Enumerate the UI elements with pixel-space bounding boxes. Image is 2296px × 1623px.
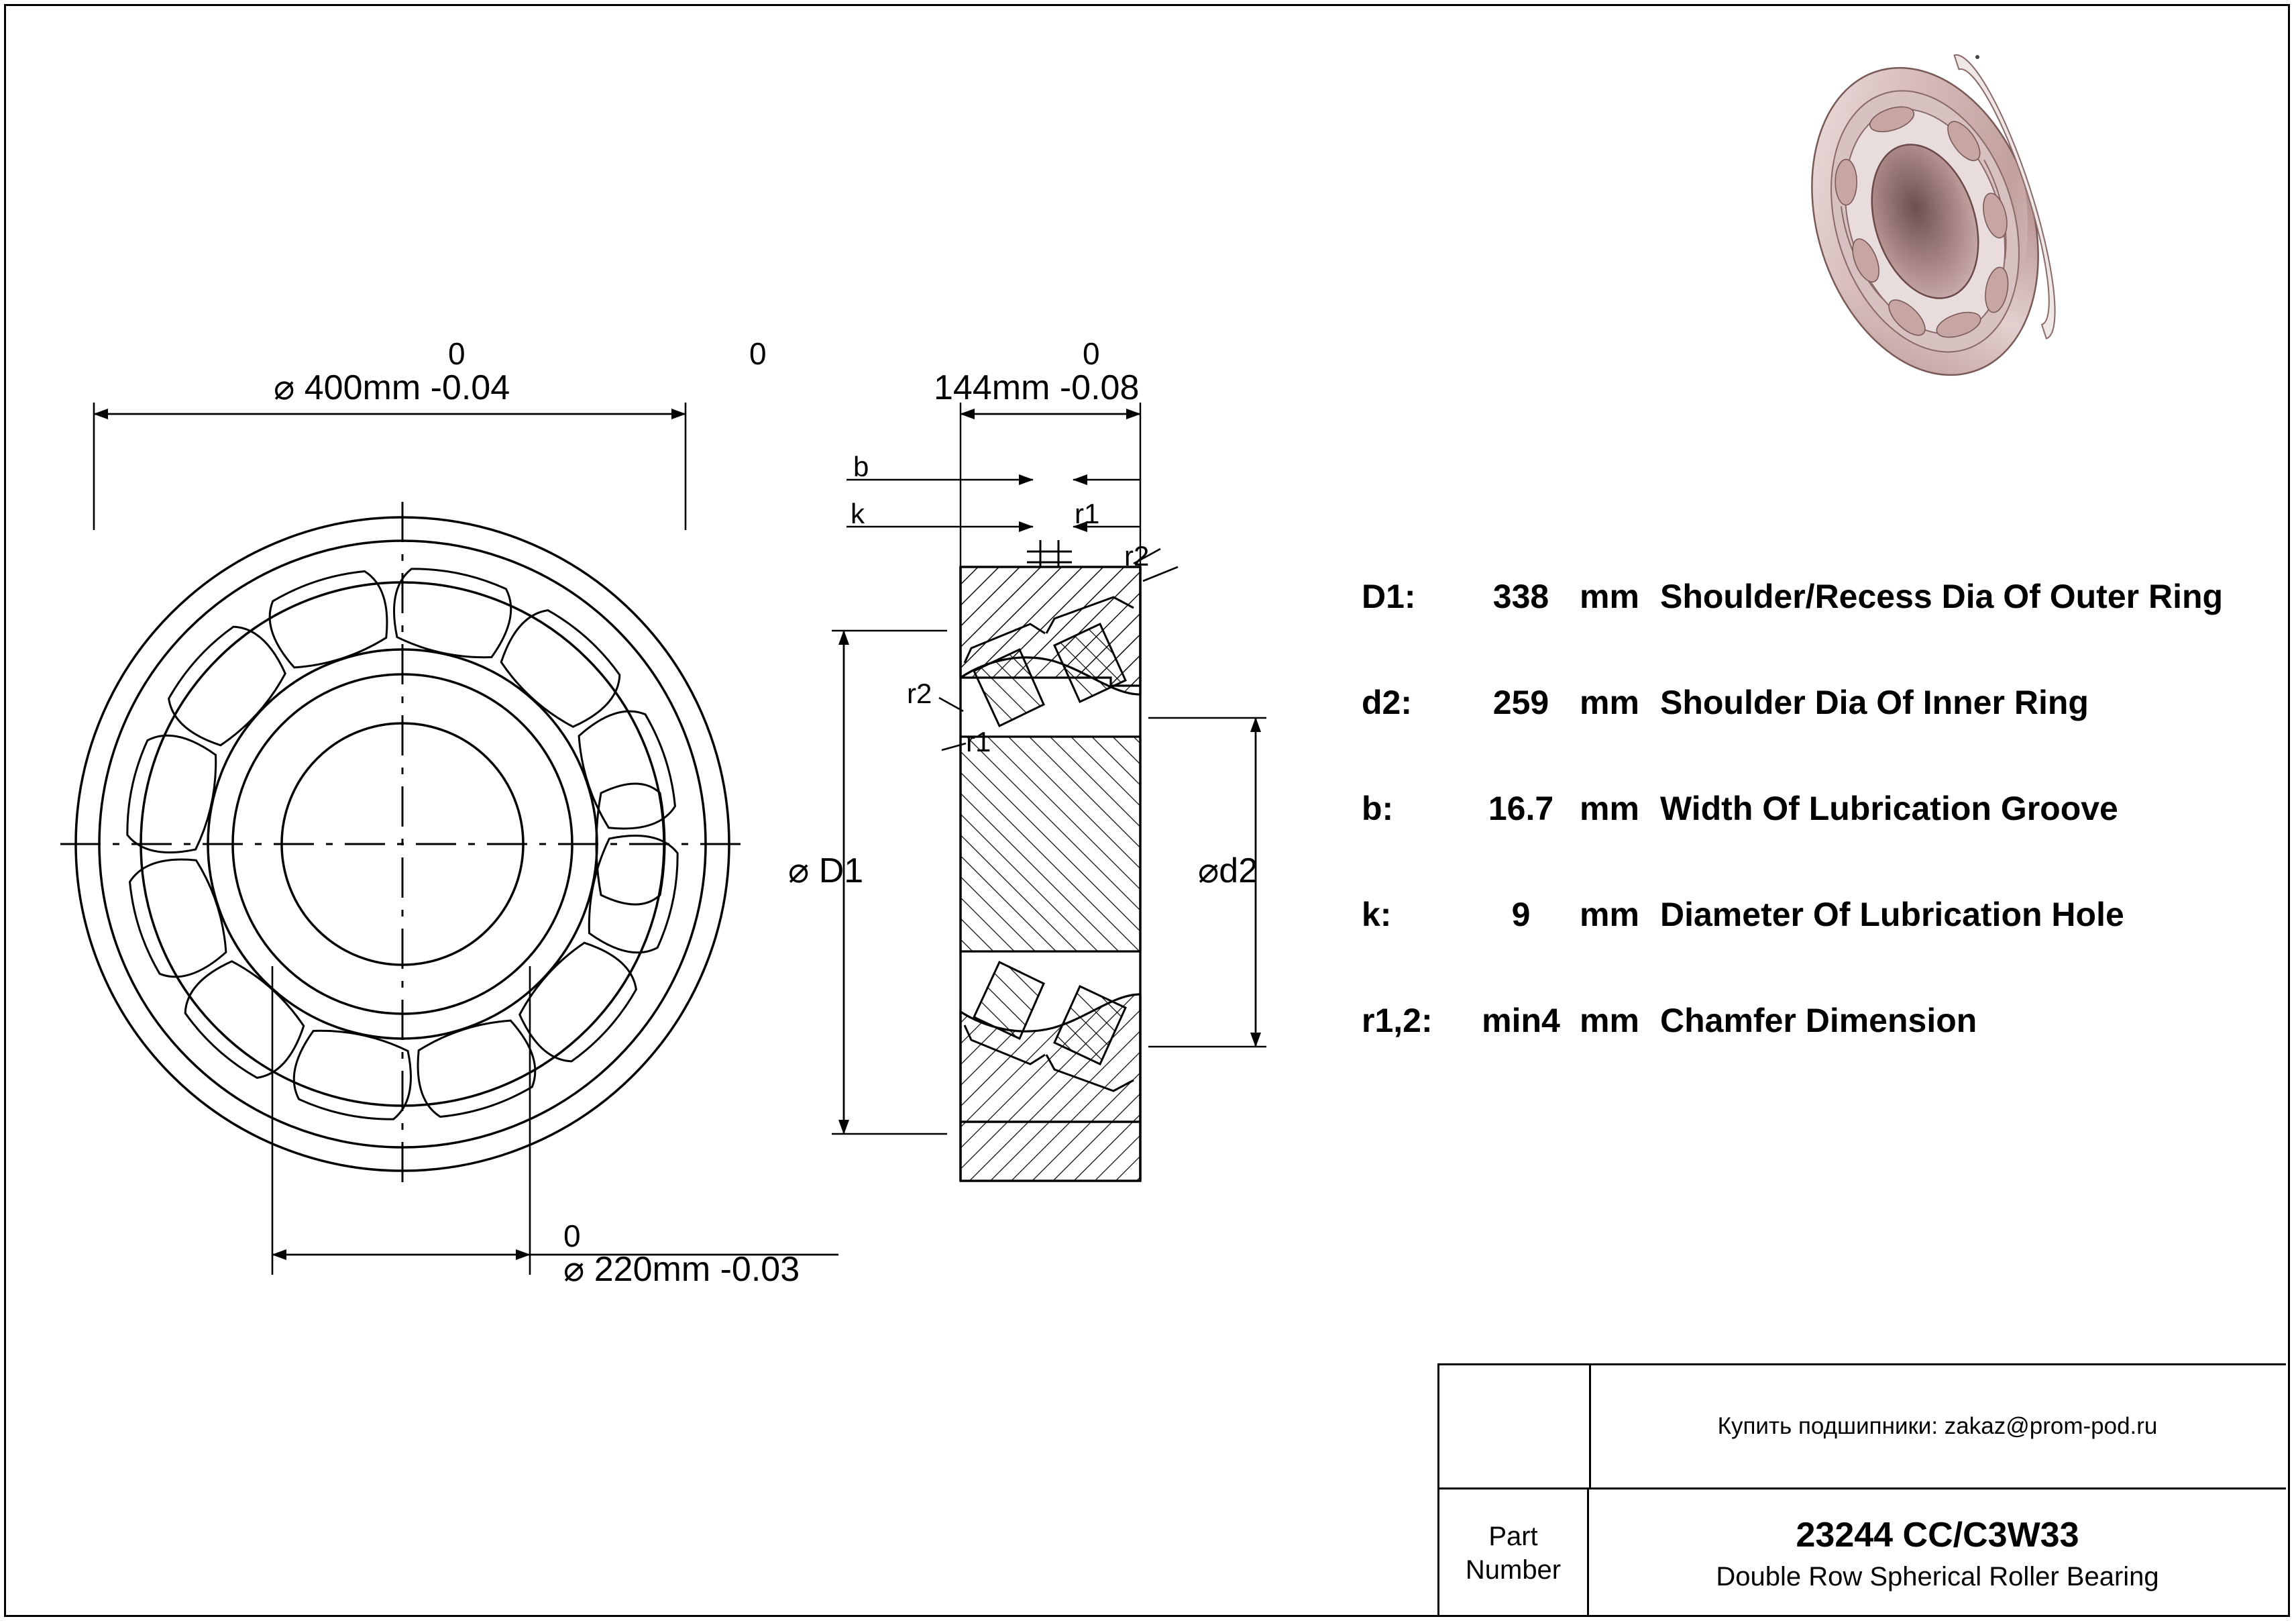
part-number-value: 23244 CC/C3W33 [1796, 1515, 2079, 1555]
label-r2-left: r2 [907, 678, 932, 709]
spec-unit: mm [1580, 578, 1639, 615]
spec-symbol: k: [1362, 896, 1392, 933]
spec-row [1362, 683, 2247, 789]
bore-dimension-text: ⌀ 220mm -0.03 [563, 1250, 800, 1289]
spec-symbol: r1,2: [1362, 1002, 1433, 1039]
spec-description: Diameter Of Lubrication Hole [1660, 896, 2124, 933]
part-info [1589, 1489, 2286, 1617]
part-label-line2: Number [1465, 1555, 1562, 1585]
spec-value: 9 [1511, 896, 1531, 933]
spec-symbol: d2: [1362, 684, 1412, 721]
contact-info: Купить подшипники: zakaz@prom-pod.ru [1717, 1413, 2158, 1439]
front-view [60, 502, 745, 1186]
spec-description: Width Of Lubrication Groove [1660, 790, 2118, 827]
spec-description: Chamfer Dimension [1660, 1002, 1977, 1039]
label-d2: ⌀d2 [1198, 851, 1258, 890]
spec-row [1362, 1001, 2247, 1107]
od-tolerance-top: 0 [448, 336, 466, 371]
bore-tolerance-bottom-top: 0 [749, 336, 767, 371]
od-dimension-text: ⌀ 400mm -0.04 [274, 368, 510, 407]
dim-bore-diameter [272, 966, 838, 1275]
bore-tolerance-top: 0 [563, 1218, 581, 1253]
label-r1-top: r1 [1075, 498, 1100, 529]
spec-unit: mm [1580, 684, 1639, 721]
label-b: b [853, 451, 869, 482]
spec-unit: mm [1580, 896, 1639, 933]
part-label-line1: Part [1488, 1522, 1538, 1551]
spec-description: Shoulder/Recess Dia Of Outer Ring [1660, 578, 2224, 615]
label-k: k [851, 498, 865, 529]
spec-unit: mm [1580, 790, 1639, 827]
spec-value: min4 [1482, 1002, 1560, 1039]
specification-list [1362, 577, 2247, 1107]
spec-value: 338 [1492, 578, 1549, 615]
spec-value: 259 [1492, 684, 1549, 721]
title-block-lower [1439, 1489, 2286, 1617]
label-r2-top: r2 [1124, 540, 1150, 572]
width-dimension-text: 144mm -0.08 [934, 368, 1140, 407]
spec-description: Shoulder Dia Of Inner Ring [1660, 684, 2089, 721]
bearing-3d-render [1774, 38, 2076, 405]
spec-row [1362, 895, 2247, 1001]
spec-value: 16.7 [1488, 790, 1554, 827]
section-view [961, 540, 1140, 1181]
dim-width [961, 403, 1140, 567]
spec-symbol: b: [1362, 790, 1394, 827]
part-number-label [1439, 1489, 1589, 1617]
dim-outer-diameter [94, 403, 686, 530]
spec-row [1362, 577, 2247, 683]
width-tolerance-top: 0 [1083, 336, 1100, 371]
label-r1-left: r1 [966, 726, 991, 757]
label-D1: ⌀ D1 [788, 851, 864, 890]
title-block-upper [1439, 1365, 2286, 1489]
spec-symbol: D1: [1362, 578, 1416, 615]
part-description: Double Row Spherical Roller Bearing [1716, 1561, 2159, 1591]
title-block [1437, 1363, 2286, 1617]
spec-row [1362, 789, 2247, 895]
spec-unit: mm [1580, 1002, 1639, 1039]
